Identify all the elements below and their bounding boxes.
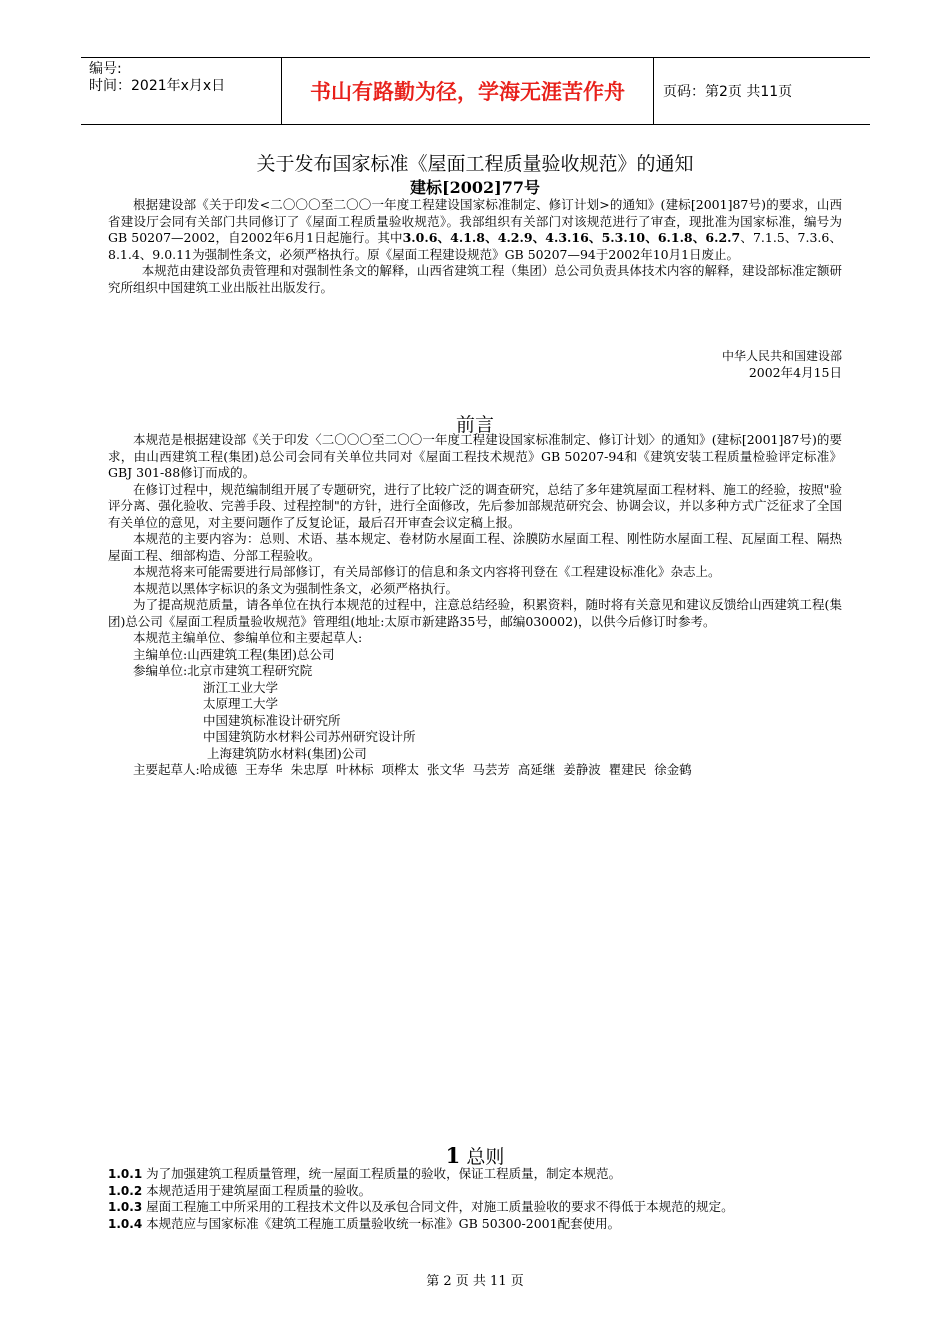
clause-number: 1.0.1	[108, 1167, 143, 1181]
header-motto: 书山有路勤为径，学海无涯苦作舟	[282, 58, 654, 124]
clause	[108, 1166, 842, 1183]
page-header	[81, 57, 870, 125]
foreword-paragraph: 本规范是根据建设部《关于印发〈二〇〇〇至二〇〇一年度工程建设国家标准制定、修订计划〉的通知》(建标[2001]87号)的要求，由山西建筑工程(集团)总公司会同有关单位共同对《屋面工程技术规范》GB 50207-94和《建筑安装工程质量检验评定标准》GBJ 301-88修订而成的。	[108, 432, 842, 480]
chief-unit: 主编单位:山西建筑工程(集团)总公司	[133, 646, 335, 662]
foreword-body	[108, 432, 842, 779]
doc-number-text: 建标[2002]77号	[410, 178, 540, 197]
participating-unit: 上海建筑防水材料(集团)公司	[203, 745, 367, 761]
clause	[108, 1216, 842, 1233]
notice-paragraph-2: 本规范由建设部负责管理和对强制性条文的解释，山西省建筑工程（集团）总公司负责具体技术内容的解释，建设部标准定额研究所组织中国建筑工业出版社出版发行。	[108, 263, 842, 295]
foreword-paragraph: 在修订过程中，规范编制组开展了专题研究，进行了比较广泛的调查研究，总结了多年建筑屋面工程材料、施工的经验，按照"验评分离、强化验收、完善手段、过程控制"的方针，进行全面修改，先后参加部规范研究会、协调会议，并以多种方式广泛征求了全国有关单位的意见，对主要问题作了反复论证，最后召开审查会议定稿上报。	[108, 481, 842, 530]
participating-unit: 太原理工大学	[203, 696, 279, 711]
time-label: 时间：2021年x月x日	[89, 78, 226, 94]
participating-unit: 浙江工业大学	[203, 679, 279, 695]
notice-p1-a: 根据建设部《关于印发<二〇〇〇至二〇〇一年度工程建设国家标准制定、修订计划>的通知》(建标[2001]87号)的要求，山西省建设厅会同有关部门共同修订了《屋面工程质量验收规范》。我部组织有关部门对该规范进行了审查，现批准为国家标准，编号为GB 50207—2002，自2002年6月1日起施行。其中	[108, 197, 842, 245]
number-label: 编号:	[89, 61, 122, 77]
clause-text: 为了加强建筑工程质量管理，统一屋面工程质量的验收，保证工程质量，制定本规范。	[142, 1166, 622, 1181]
notice-paragraph-1	[108, 197, 842, 263]
issue-date: 2002年4月15日	[748, 364, 842, 380]
foreword-paragraph: 本规范以黑体字标识的条文为强制性条文，必须严格执行。	[133, 580, 459, 596]
header-page-info: 页码：第2页 共11页	[663, 84, 793, 100]
mandatory-clauses-bold: 3.0.6、4.1.8、4.2.9、4.3.16、5.3.10、6.1.8、6.2.7	[402, 230, 741, 245]
chapter-title: 总则	[466, 1146, 505, 1168]
foreword-paragraph: 本规范的主要内容为：总则、术语、基本规定、卷材防水屋面工程、涂膜防水屋面工程、刚性防水屋面工程、瓦屋面工程、隔热屋面工程、细部构造、分部工程验收。	[108, 531, 842, 563]
notice-p1-b: 、7.1.5、7.3.6、8.1.4、9.0.11为强制性条文，必须严格执行。原《屋面工程建设规范》GB 50207—94于2002年10月1日废止。	[108, 230, 842, 262]
chapter-number: 1	[445, 1143, 461, 1168]
page-footer: 第 2 页 共 11 页	[426, 1274, 524, 1289]
clause-number: 1.0.3	[108, 1200, 143, 1214]
clause-text: 本规范应与国家标准《建筑工程施工质量验收统一标准》GB 50300-2001配套使用。	[142, 1215, 621, 1231]
drafters: 主要起草人:哈成德 王寿华 朱忠厚 叶林标 项桦太 张文华 马芸芳 高延继 姜静波 瞿建民 徐金鹤	[133, 762, 692, 777]
notice-title: 关于发布国家标准《屋面工程质量验收规范》的通知	[256, 153, 694, 175]
clause	[108, 1199, 842, 1216]
foreword-paragraph: 为了提高规范质量，请各单位在执行本规范的过程中，注意总结经验，积累资料，随时将有关意见和建议反馈给山西建筑工程(集团)总公司《屋面工程质量验收规范》管理组(地址:太原市新建路35号，邮编030002)，以供今后修订时参考。	[108, 597, 842, 629]
foreword-paragraph: 本规范主编单位、参编单位和主要起草人:	[133, 630, 363, 645]
notice-body	[108, 197, 842, 296]
notice-signature	[722, 348, 842, 381]
issuer: 中华人民共和国建设部	[721, 349, 842, 363]
clause	[108, 1183, 842, 1200]
header-meta	[81, 58, 282, 124]
clause-number: 1.0.2	[108, 1183, 143, 1198]
foreword-heading: 前言	[455, 414, 494, 436]
participating-unit: 中国建筑防水材料公司苏州研究设计所	[203, 729, 416, 744]
clause-number: 1.0.4	[108, 1216, 143, 1231]
chapter-1-heading	[0, 1142, 950, 1169]
clause-text: 本规范适用于建筑屋面工程质量的验收。	[142, 1182, 372, 1198]
notice-doc-number	[0, 175, 950, 198]
chapter-1-body	[108, 1166, 842, 1232]
participating-unit: 中国建筑标准设计研究所	[203, 712, 341, 728]
clause-text: 屋面工程施工中所采用的工程技术文件以及承包合同文件，对施工质量验收的要求不得低于本规范的规定。	[142, 1199, 734, 1214]
foreword-paragraph: 本规范将来可能需要进行局部修订，有关局部修订的信息和条文内容将刊登在《工程建设标准化》杂志上。	[133, 564, 721, 579]
participating-units-first: 参编单位:北京市建筑工程研究院	[133, 663, 313, 678]
